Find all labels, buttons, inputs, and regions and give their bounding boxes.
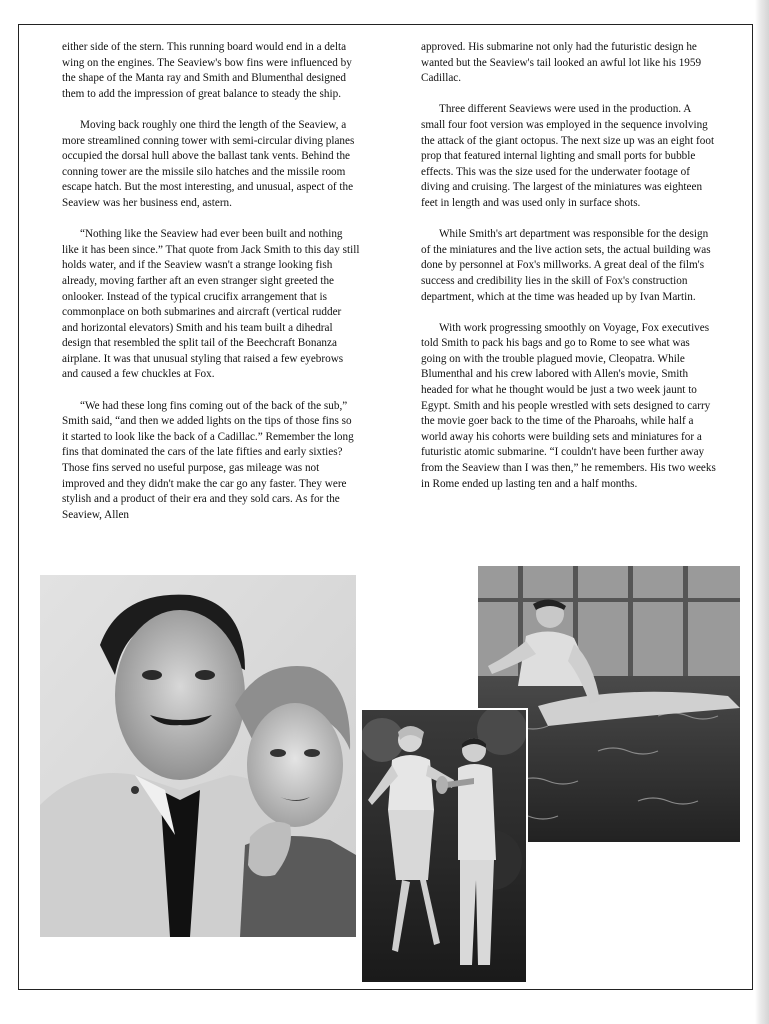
page-edge-shadow xyxy=(755,0,769,1024)
paragraph: While Smith's art department was responsible for the design of the miniatures and the live action sets, the actual building was done by personnel at Fox's millworks. A great deal of the film's success and credibility lies in the skill of Fox's construction department, which at the time was headed up by Ivan Martin. xyxy=(421,228,711,303)
paragraph: “We had these long fins coming out of the back of the sub,” Smith said, “and then we added lights on the tips of those fins so it started to look like the back of a Cadillac.” Remember the long fins that dominated the cars of the late fifties and early sixties? Those fins served no useful purpose, gas mileage was not improved and they didn't make the car go any faster. They were stylish and a product of their era and they sold cars. As for the Seaview, Allen xyxy=(62,399,354,521)
paragraph: approved. His submarine not only had the futuristic design he wanted but the Seaview's tail looked an awful lot like his 1959 Cadillac. xyxy=(421,41,702,85)
dancing-couple-photo xyxy=(360,708,528,984)
paragraph: “Nothing like the Seaview had ever been built and nothing like it has been since.” That quote from Jack Smith to this day still holds water, and if the Seaview wasn't a strange looking fish already, moving farther aft an even stranger sight greeted the onlooker. Instead of the typical crucifix arrangement that is commonplace on both submarines and aircraft (vertical rudder and horizontal elevators) Smith and his team built a dihedral design that resembled the split tail of the Beechcraft Bonanza airplane. It was that unusual styling that raised a few eyebrows and caused a few chuckles at Fox. xyxy=(62,228,360,381)
paragraph: either side of the stern. This running board would end in a delta wing on the engines. The Seaview's bow fins were influenced by the shape of the Manta ray and Smith and Blumenthal designed them to add the impression of great balance to steady the ship. xyxy=(62,41,352,100)
text-column-right xyxy=(421,40,717,508)
text-column-left xyxy=(62,40,360,539)
paragraph: With work progressing smoothly on Voyage, Fox executives told Smith to pack his bags and go to Rome to see what was going on with the trouble plagued movie, Cleopatra. While Blumenthal and his crew labored with Allen's movie, Smith headed for what he thought would be just a two week jaunt to Egypt. Smith and his people wrestled with sets designed to carry the movie goer back to the time of the Pharoahs, while half a world away his cohorts were building sets and miniatures for a futuristic atomic submarine. “I couldn't have been further away from the Seaview than I was then,” he remembers. His two weeks in Rome ended up lasting ten and a half months. xyxy=(421,321,716,490)
paragraph: Moving back roughly one third the length of the Seaview, a more streamlined conning tower with semi-circular diving planes occupied the dorsal hull above the ballast tank vents. Behind the conning tower are the missile silo hatches and the missile room escape hatch. But the most interesting, and unusual, aspect of the Seaview was her business end, astern. xyxy=(62,118,355,209)
paragraph: Three different Seaviews were used in the production. A small four foot version was employed in the sequence involving the attack of the giant octopus. The next size up was an eight foot prop that featured internal lighting and small ports for bubble effects. This was the size used for the underwater footage of diving and cruising. The largest of the miniatures was eighteen feet in length and was used only in surface shots. xyxy=(421,103,715,209)
portrait-photo xyxy=(40,575,356,937)
